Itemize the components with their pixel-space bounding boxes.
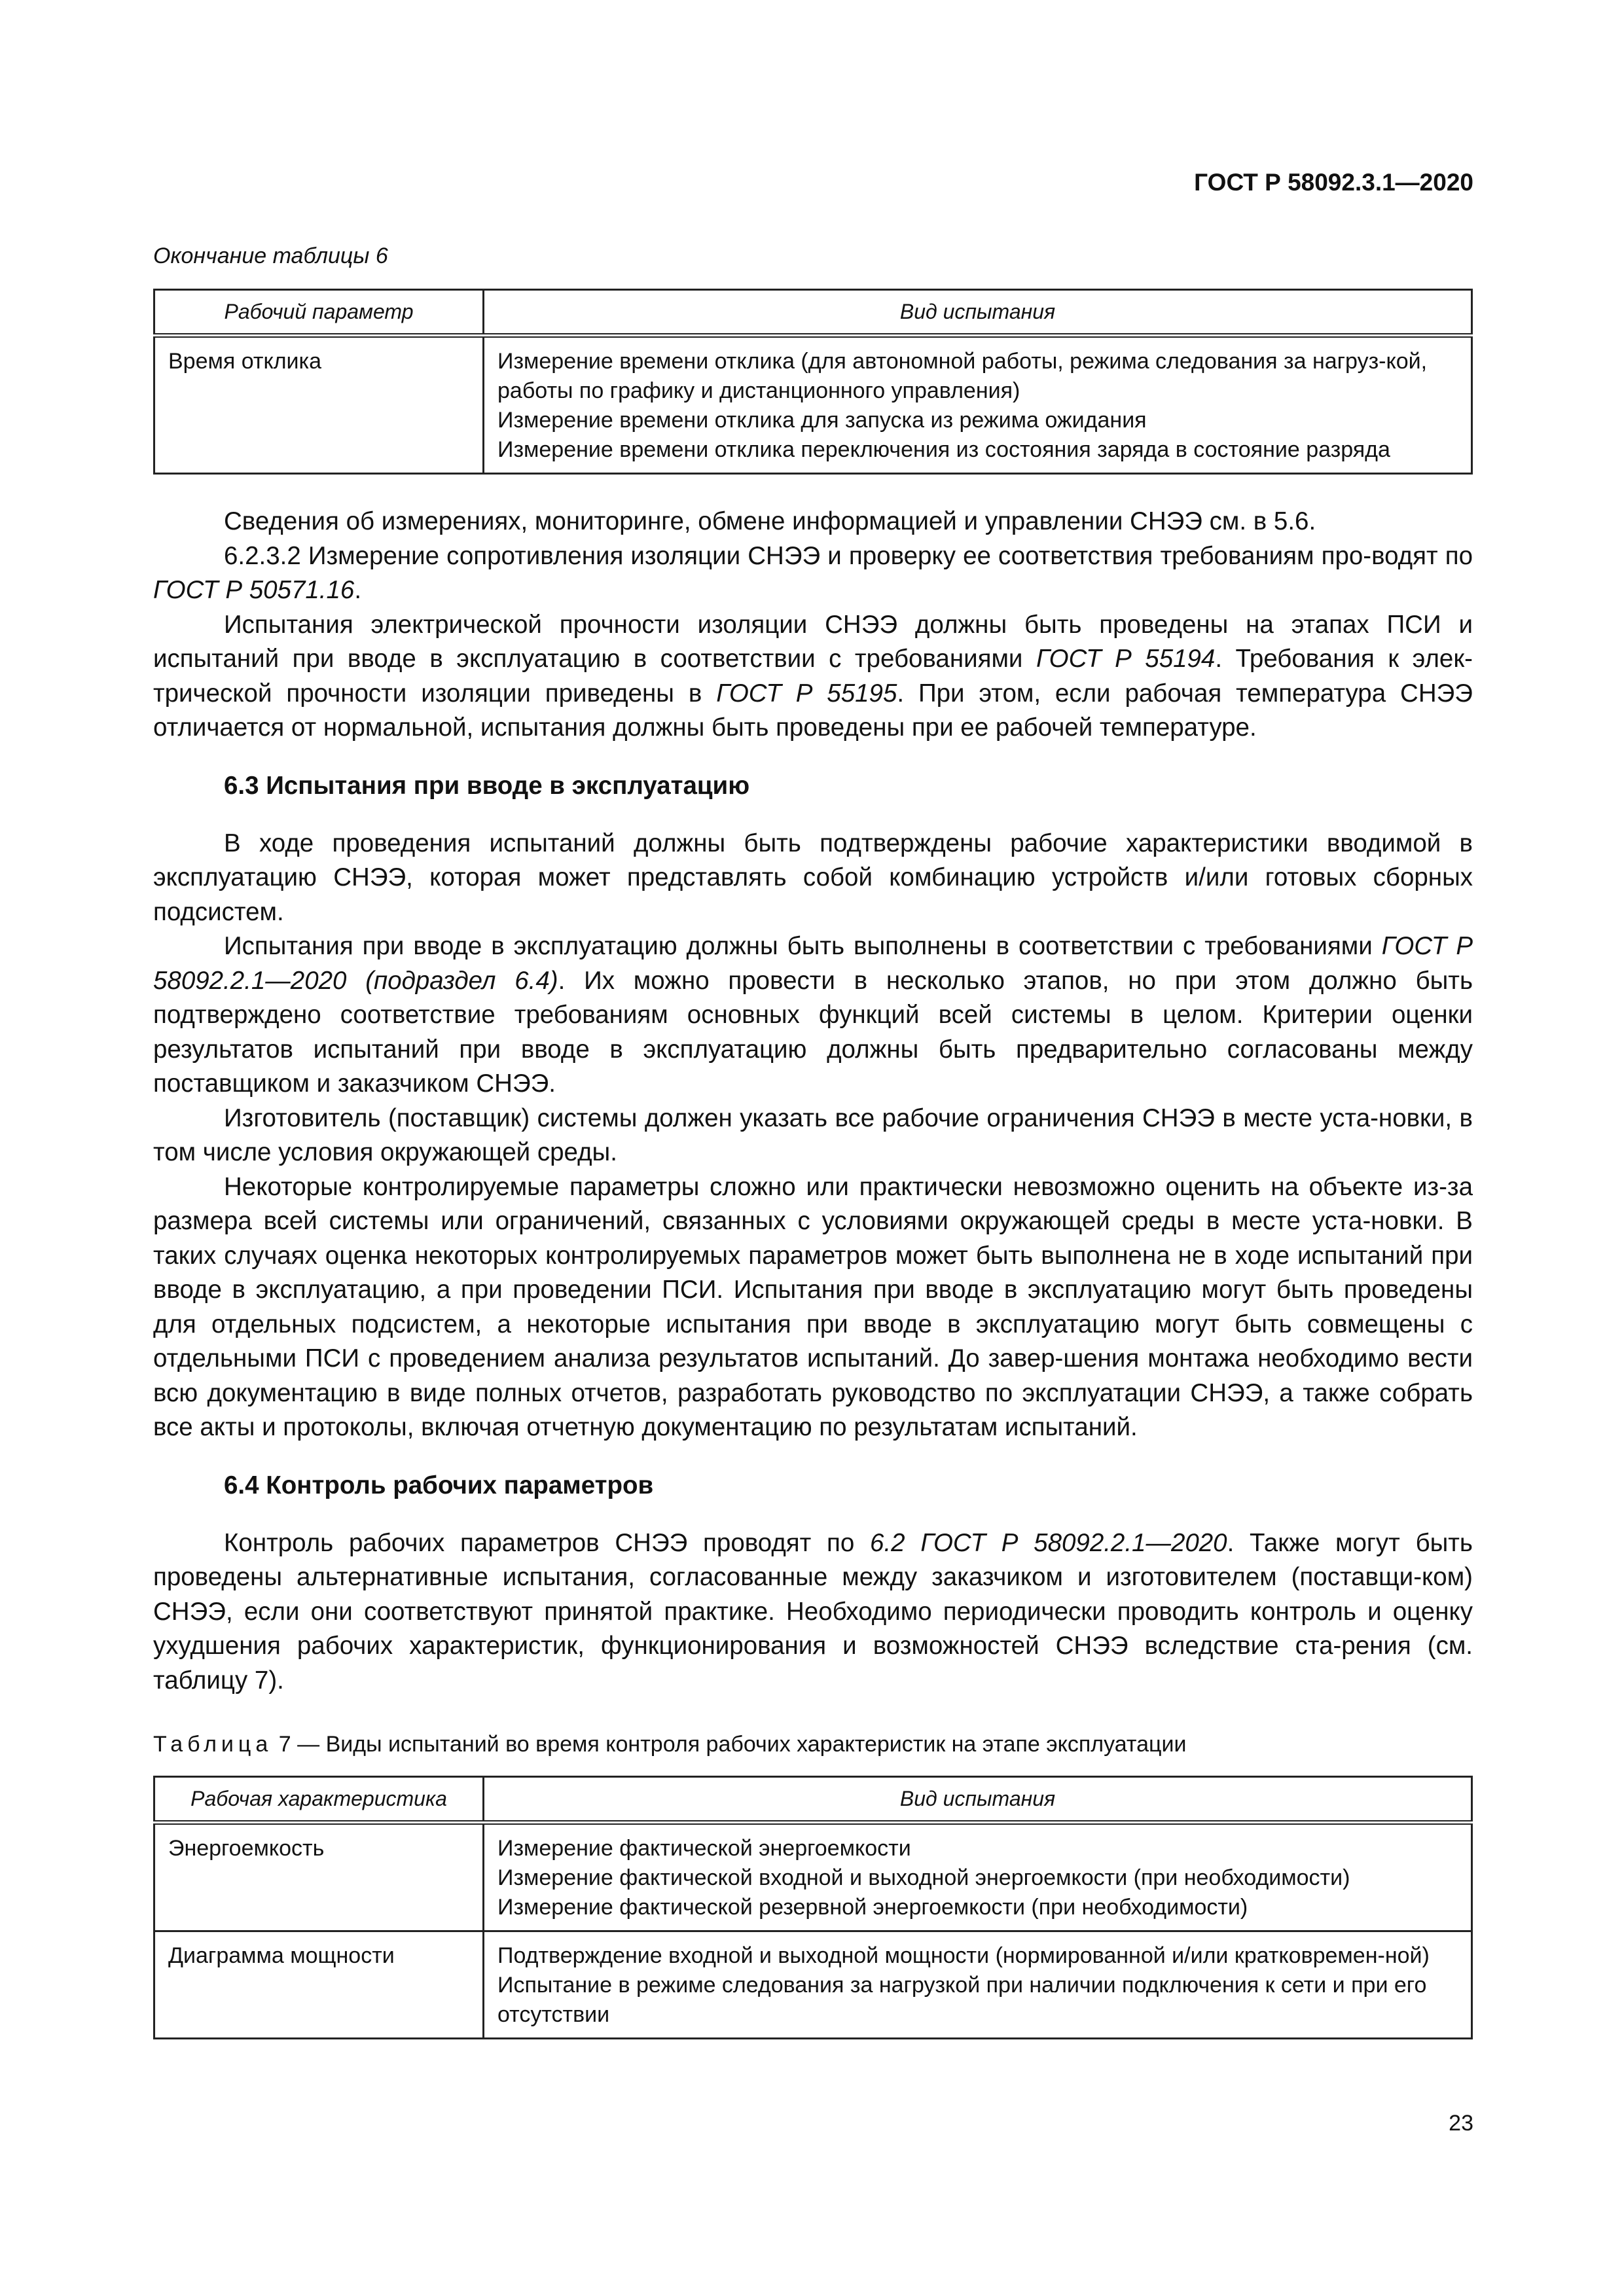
- text-run: 6.2.3.2 Измерение сопротивления изоляции СНЭЭ и проверку ее соответствия требованиям про-водят по: [224, 541, 1473, 570]
- standard-reference: 6.2 ГОСТ Р 58092.2.1—2020: [870, 1528, 1227, 1557]
- text-run: . При этом, если рабочая температура СНЭЭ отличается от нормальной, испытания должны быть проведены при ее рабочей температуре.: [153, 679, 1473, 742]
- test-line: Измерение времени отклика переключения из состояния заряда в состояние разряда: [497, 437, 1390, 462]
- param-cell: Энергоемкость: [154, 1823, 484, 1931]
- test-line: Измерение времени отклика (для автономной работы, режима следования за нагруз-кой, работы по графику и дистанционного управления): [497, 349, 1428, 403]
- table-row: [154, 336, 1472, 474]
- table-row: [154, 1823, 1472, 1931]
- paragraph: [153, 608, 1473, 745]
- text-run: . Их можно провести в несколько этапов, но при этом должно быть подтверждено соответствие требованиям основных функций всей системы в целом. Критерии оценки результатов испытаний при вводе в эксплуатацию должны быть предварительно согласованы между поставщиком и заказчиком СНЭЭ.: [153, 966, 1473, 1098]
- text-run: . Требования к элек-трической прочности изоляции приведены в: [153, 645, 1473, 708]
- table7: [153, 1776, 1473, 2039]
- table6: [153, 289, 1473, 475]
- text-run: Испытания при вводе в эксплуатацию должны быть выполнены в соответствии с требованиями: [224, 932, 1382, 960]
- test-line: Измерение времени отклика для запуска из режима ожидания: [497, 408, 1147, 433]
- text-run: Испытания электрической прочности изоляции СНЭЭ должны быть проведены на этапах ПСИ и испытаний при вводе в эксплуатацию в соответствии с требованиями: [153, 610, 1473, 673]
- test-cell: [484, 336, 1472, 474]
- column-header-test: Вид испытания: [484, 290, 1472, 336]
- column-header-test: Вид испытания: [484, 1777, 1472, 1823]
- paragraph: [153, 929, 1473, 1102]
- paragraph: Сведения об измерениях, мониторинге, обмене информацией и управлении СНЭЭ см. в 5.6.: [224, 507, 1316, 535]
- page-content: [153, 243, 1473, 2039]
- paragraph: Некоторые контролируемые параметры сложно или практически невозможно оценить на объекте из-за размера всей системы или ограничений, связанных с условиями окружающей среды в месте уста-новки. В таких случаях оценка некоторых контролируемых параметров может быть выполнена не в ходе испытаний при вводе в эксплуатацию, а при проведении ПСИ. Испытания при вводе в эксплуатацию могут быть проведены для отдельных подсистем, а некоторые испытания при вводе в эксплуатацию могут быть совмещены с отдельными ПСИ с проведением анализа результатов испытаний. До завер-шения монтажа необходимо вести всю документацию в виде полных отчетов, разработать руководство по эксплуатации СНЭЭ, а также собрать все акты и протоколы, включая отчетную документацию по результатам испытаний.: [153, 1172, 1473, 1441]
- table7-caption: [153, 1732, 1473, 1757]
- table-row: [154, 1931, 1472, 2039]
- param-cell: Время отклика: [154, 336, 484, 474]
- standard-reference: ГОСТ Р 50571.16: [153, 576, 355, 604]
- paragraph: [153, 1526, 1473, 1698]
- test-line: Испытание в режиме следования за нагрузкой при наличии подключения к сети и при его отсутствии: [497, 1973, 1427, 2027]
- table-header-row: [154, 290, 1472, 336]
- text-run: . Также могут быть проведены альтернативные испытания, согласованные между заказчиком и изготовителем (поставщи-ком) СНЭЭ, если они соответствуют принятой практике. Необходимо периодически проводить контроль и оценку ухудшения рабочих характеристик, функционирования и возможностей СНЭЭ вследствие ста-рения (см. таблицу 7).: [153, 1528, 1473, 1695]
- page-number: 23: [1449, 2111, 1473, 2136]
- table-header-row: [154, 1777, 1472, 1823]
- document-code: ГОСТ Р 58092.3.1—2020: [1194, 169, 1473, 196]
- test-line: Измерение фактической входной и выходной энергоемкости (при необходимости): [497, 1865, 1350, 1890]
- table-number: 7: [278, 1732, 291, 1757]
- standard-reference: ГОСТ Р 55195: [716, 679, 897, 708]
- test-cell: [484, 1823, 1472, 1931]
- paragraph: В ходе проведения испытаний должны быть подтверждены рабочие характеристики вводимой в эксплуатацию СНЭЭ, которая может представлять собой комбинацию устройств и/или готовых сборных подсистем.: [153, 829, 1473, 926]
- standard-reference: ГОСТ Р 58092.2.1—2020 (подраздел 6.4): [153, 932, 1473, 995]
- section-heading: 6.3 Испытания при вводе в эксплуатацию: [224, 771, 750, 800]
- param-cell: Диаграмма мощности: [154, 1931, 484, 2039]
- standard-reference: ГОСТ Р 55194: [1036, 645, 1216, 673]
- text-run: Контроль рабочих параметров СНЭЭ проводят по: [224, 1528, 871, 1557]
- section-heading: 6.4 Контроль рабочих параметров: [224, 1471, 654, 1499]
- column-header-param: Рабочая характеристика: [154, 1777, 484, 1823]
- paragraph: [153, 539, 1473, 608]
- paragraph: Изготовитель (поставщик) системы должен указать все рабочие ограничения СНЭЭ в месте уста-новки, в том числе условия окружающей среды.: [153, 1103, 1473, 1166]
- test-line: Подтверждение входной и выходной мощности (нормированной и/или кратковремен-ной): [497, 1943, 1430, 1968]
- table6-caption: Окончание таблицы 6: [153, 243, 388, 268]
- test-line: Измерение фактической резервной энергоемкости (при необходимости): [497, 1895, 1248, 1920]
- table-label: Таблица: [153, 1732, 273, 1757]
- text-run: .: [354, 576, 362, 604]
- table-title: — Виды испытаний во время контроля рабочих характеристик на этапе эксплуатации: [291, 1732, 1187, 1757]
- column-header-param: Рабочий параметр: [154, 290, 484, 336]
- test-cell: [484, 1931, 1472, 2039]
- test-line: Измерение фактической энергоемкости: [497, 1836, 911, 1861]
